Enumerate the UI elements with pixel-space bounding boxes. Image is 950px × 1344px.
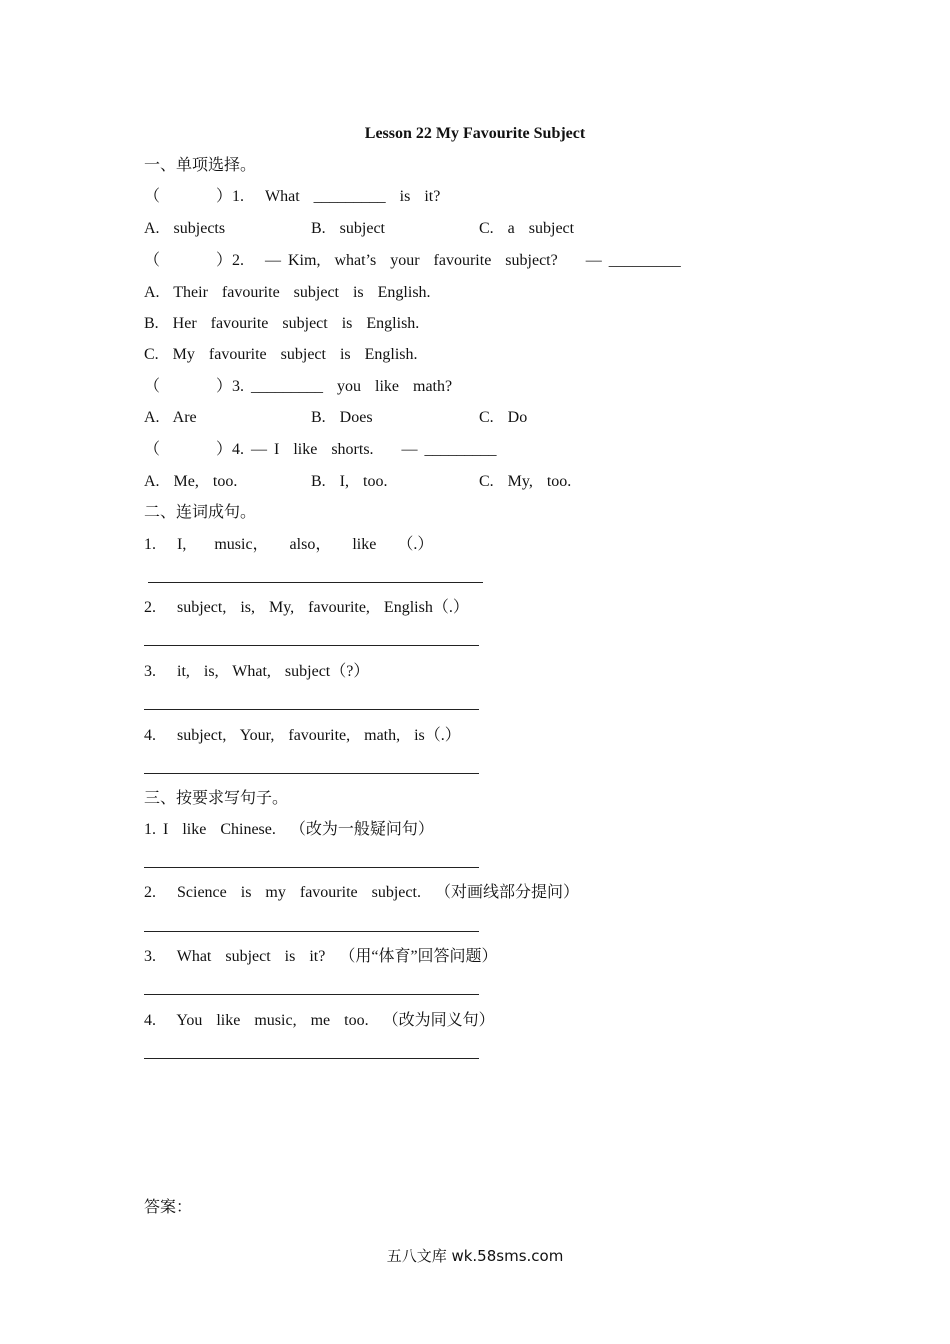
rewrite-item-1: 1. I like Chinese. （改为一般疑问句）: [144, 821, 434, 838]
option-a: A. Their favourite subject is English.: [144, 284, 431, 301]
section2-heading: 二、连词成句。: [144, 504, 257, 521]
answer-label: 答案：: [144, 1199, 193, 1216]
answer-line: [144, 773, 479, 774]
option-a: A. subjects: [144, 220, 226, 237]
question-4-options: [144, 472, 571, 492]
option-b: B. Her favourite subject is English.: [144, 315, 420, 332]
rewrite-item-4: 4. You like music, me too. （改为同义句）: [144, 1012, 495, 1029]
reorder-item-4: 4. subject, Your, favourite, math, is（.）: [144, 727, 461, 744]
page-title: Lesson 22 My Favourite Subject: [364, 125, 586, 142]
question-3-options: [144, 408, 527, 428]
answer-line: [144, 645, 479, 646]
option-b: B. subject: [311, 220, 385, 237]
question-4-stem: （ ）4. — I like shorts. — _________: [144, 441, 497, 458]
option-c: C. My, too.: [479, 473, 572, 490]
option-b: B. I, too.: [311, 473, 388, 490]
option-b: B. Does: [311, 409, 373, 426]
option-a: A. Me, too.: [144, 473, 238, 490]
footer-watermark: 五八文库 wk.58sms.com: [386, 1247, 564, 1265]
answer-line: [144, 1058, 479, 1059]
answer-line: [144, 867, 479, 868]
rewrite-item-3: 3. What subject is it? （用“体育”回答问题）: [144, 948, 498, 965]
option-c: C. My favourite subject is English.: [144, 346, 418, 363]
answer-line: [148, 582, 483, 583]
section1-heading: 一、单项选择。: [144, 157, 257, 174]
option-c: C. a subject: [479, 220, 575, 237]
answer-line: [144, 931, 479, 932]
section3-heading: 三、按要求写句子。: [144, 790, 289, 807]
question-3-stem: （ ）3. _________ you like math?: [144, 378, 453, 395]
reorder-item-1: 1. I, music， also， like （.）: [144, 536, 434, 553]
question-1-options: [144, 219, 574, 239]
option-c: C. Do: [479, 409, 528, 426]
option-a: A. Are: [144, 409, 197, 426]
reorder-item-3: 3. it, is, What, subject（?）: [144, 663, 370, 680]
question-1-stem: （ ）1. What _________ is it?: [144, 188, 441, 205]
answer-line: [144, 994, 479, 995]
reorder-item-2: 2. subject, is, My, favourite, English（.）: [144, 599, 469, 616]
rewrite-item-2: 2. Science is my favourite subject. （对画线部分提问）: [144, 884, 579, 901]
question-2-stem: （ ）2. — Kim, what’s your favourite subject? — _________: [144, 252, 681, 269]
answer-line: [144, 709, 479, 710]
